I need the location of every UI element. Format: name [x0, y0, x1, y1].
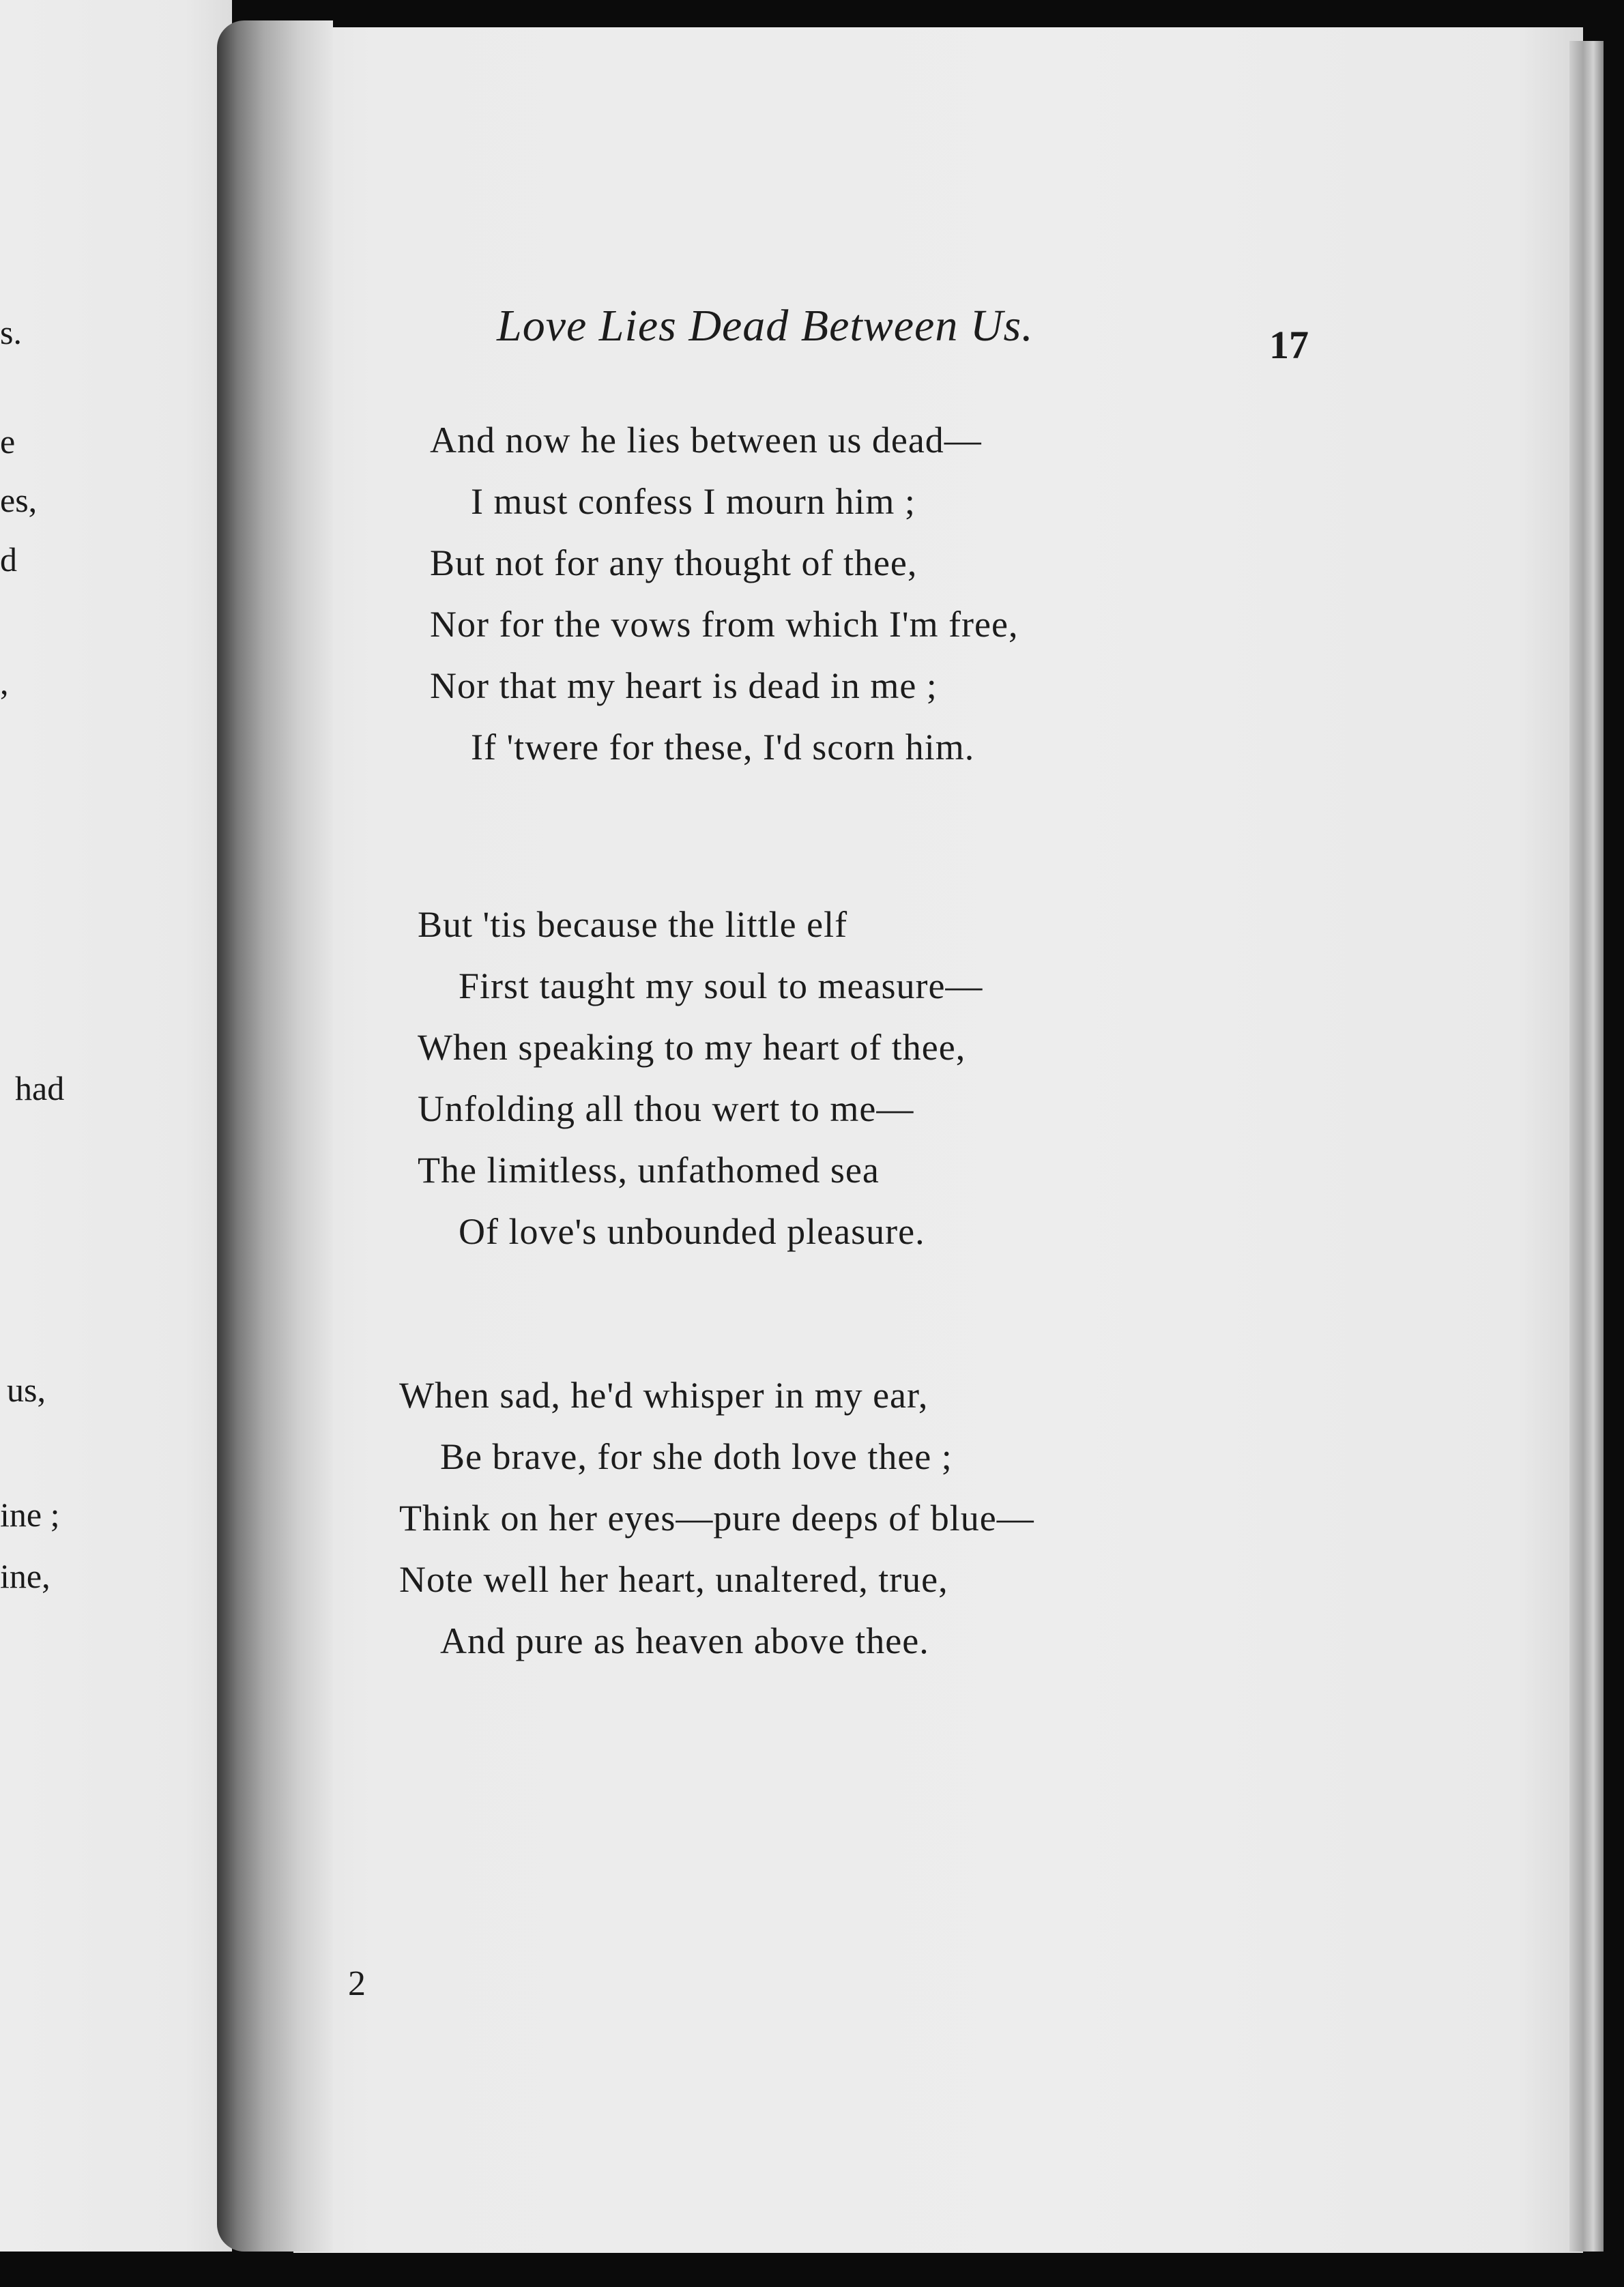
poem-line: Unfolding all thou wert to me— [418, 1088, 914, 1129]
poem-line: But not for any thought of thee, [430, 542, 918, 583]
poem-line: Think on her eyes—pure deeps of blue— [399, 1498, 1034, 1539]
left-page-fragment: , [0, 663, 9, 701]
left-page-fragment: ine, [0, 1557, 50, 1595]
poem-line: But 'tis because the little elf [418, 904, 848, 945]
poem-line: First taught my soul to measure— [459, 965, 983, 1006]
page-edge [1569, 41, 1604, 2252]
poem-line: And pure as heaven above thee. [440, 1620, 929, 1661]
poem-line: Of love's unbounded pleasure. [459, 1211, 925, 1252]
poem-line: Be brave, for she doth love thee ; [440, 1436, 953, 1477]
left-page-fragment: s. [0, 313, 22, 351]
poem-line: Nor for the vows from which I'm free, [430, 604, 1019, 645]
gutter-shadow [217, 20, 333, 2252]
left-page-fragment: e [0, 422, 16, 461]
poem-line: The limitless, unfathomed sea [418, 1150, 880, 1191]
stanza-3 [399, 1365, 1034, 1672]
poem-line: And now he lies between us dead— [430, 420, 982, 461]
left-page-fragment: d [0, 540, 17, 579]
stanza-2 [418, 894, 983, 1262]
running-title: Love Lies Dead Between Us. [497, 301, 1034, 351]
left-page-fragment: had [15, 1069, 65, 1107]
poem-line: Nor that my heart is dead in me ; [430, 665, 938, 706]
left-page-fragment: ine ; [0, 1496, 60, 1534]
poem-line: If 'twere for these, I'd scorn him. [471, 727, 975, 768]
poem-line: Note well her heart, unaltered, true, [399, 1559, 948, 1600]
signature-mark: 2 [348, 1964, 366, 2003]
stanza-1 [430, 409, 1018, 778]
poem-line: I must confess I mourn him ; [471, 481, 916, 522]
page-number: 17 [1269, 323, 1309, 367]
left-page-fragment: es, [0, 481, 38, 519]
left-page-fragment: us, [7, 1371, 46, 1409]
left-facing-page [0, 0, 232, 2252]
poem-line: When sad, he'd whisper in my ear, [399, 1375, 929, 1416]
poem-line: When speaking to my heart of thee, [418, 1027, 966, 1068]
